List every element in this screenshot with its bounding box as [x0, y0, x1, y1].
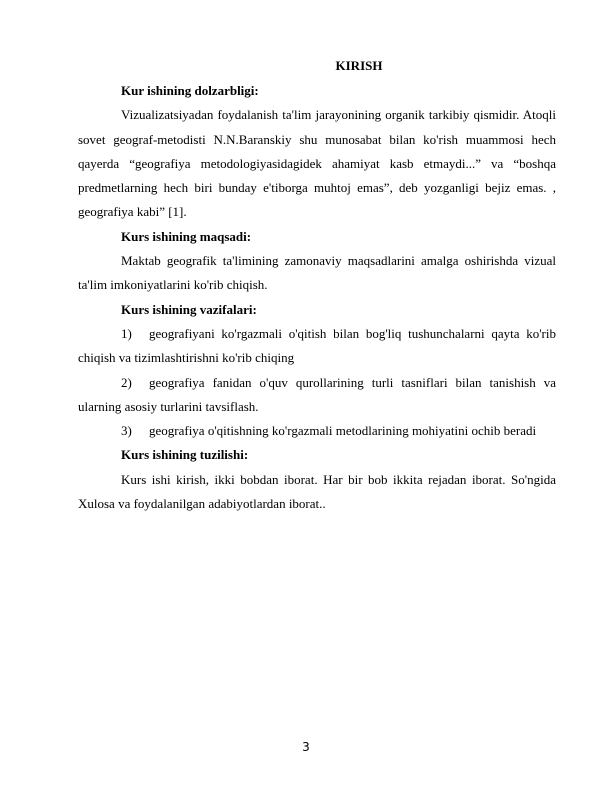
page-title: KIRISH: [335, 58, 383, 73]
relevance-paragraph: Vizualizatsiyadan foydalanish ta'lim jarayonining organik tarkibiy qismidir. Atoqli sovet geograf-metodisti N.N.Baranskiy shu munosabat bilan ko'rish muammosi hech qayerda “geografiya metodologiyasidagidek ahamiyat kasb etmaydi...” va “boshqa predmetlarning hech biri bunday e'tiborga muhtoj emas”, deb yozganligi bejiz emas. , geografiya kabi” [1].: [78, 107, 556, 220]
task-item: [78, 419, 556, 443]
structure-paragraph: Kurs ishi kirish, ikki bobdan iborat. Har bir bob ikkita rejadan iborat. So'ngida Xulosa va foydalanilgan adabiyotlardan iborat..: [78, 471, 556, 512]
goal-heading: Kurs ishining maqsadi:: [121, 228, 252, 244]
task-item-number: 1): [121, 325, 132, 341]
document-page: [78, 56, 556, 516]
task-item-number: 3): [121, 423, 132, 439]
structure-heading: Kurs ishining tuzilishi:: [121, 447, 249, 463]
task-item-text: geografiyani ko'rgazmali o'qitish bilan bog'liq tushunchalarni qayta ko'rib chiqish va tizimlashtirishni ko'rib chiqing: [78, 325, 556, 366]
page-number: 3: [302, 740, 310, 754]
goal-paragraph: Maktab geografik ta'limining zamonaviy maqsadlarini amalga oshirishda vizual ta'lim imkoniyatlarini ko'rib chiqish.: [78, 253, 556, 293]
task-item-number: 2): [121, 374, 132, 390]
task-item-text: geografiya fanidan o'quv qurollarining turli tasniflari bilan tanishish va ularning asosiy turlarini tavsiflash.: [78, 374, 556, 414]
relevance-heading: Kur ishining dolzarbligi:: [121, 83, 259, 98]
task-item: [78, 371, 556, 420]
task-item: [78, 322, 556, 371]
tasks-heading: Kurs ishining vazifalari:: [121, 301, 257, 317]
task-item-text: geografiya o'qitishning ko'rgazmali metodlarining mohiyatini ochib beradi: [149, 423, 537, 439]
